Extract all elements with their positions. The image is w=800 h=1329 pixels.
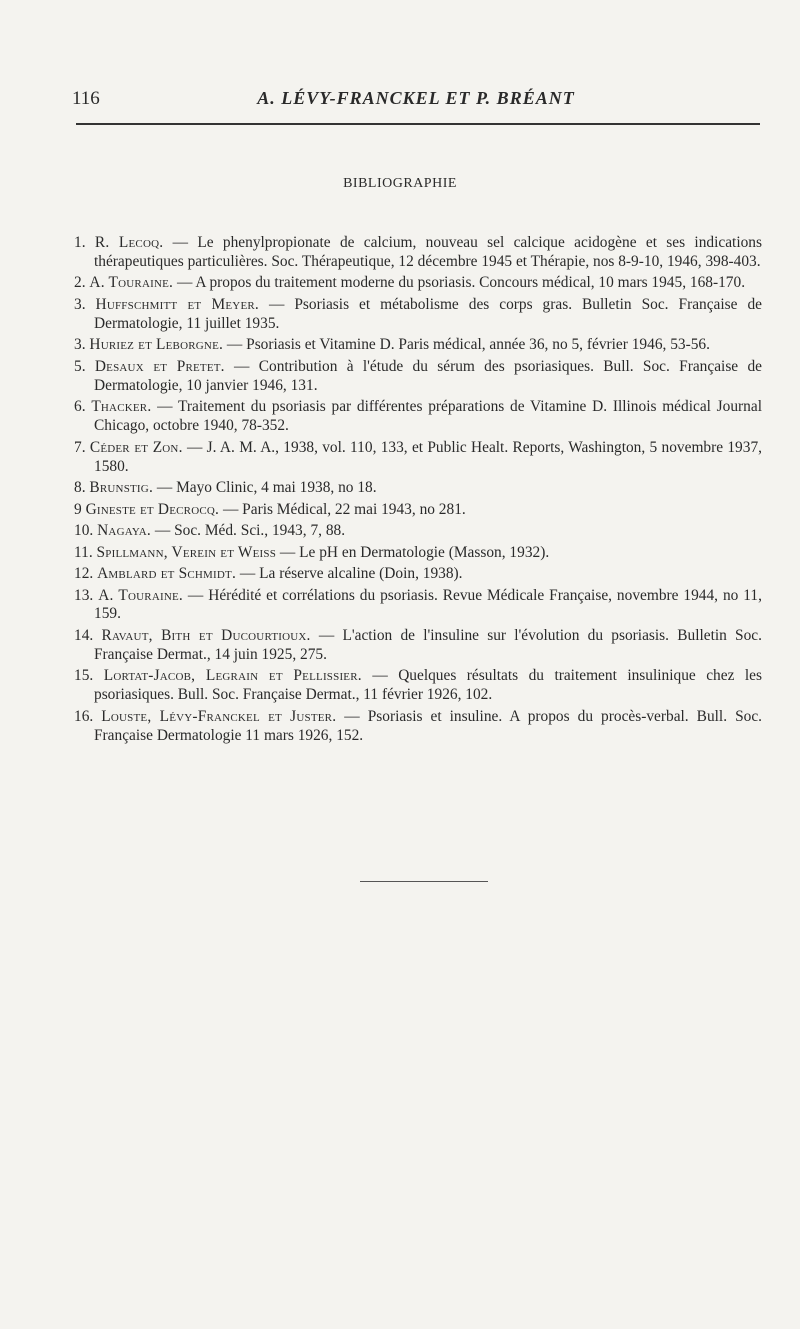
entry-number: 8. (74, 479, 86, 497)
entry-number: 12. (74, 565, 94, 583)
entry-authors: Lortat-Jacob, Legrain et Pellissier. (103, 667, 362, 685)
section-title: BIBLIOGRAPHIE (343, 176, 457, 191)
entry-reference: — Hérédité et corrélations du psoriasis. Revue Médicale Française, novembre 1944, no 11, 159. (94, 586, 762, 623)
entry-reference: — Psoriasis et Vitamine D. Paris médical, année 36, no 5, février 1946, 53-56. (226, 336, 710, 354)
bib-entry (74, 501, 762, 520)
bib-entry (74, 398, 762, 436)
bib-entry (74, 234, 762, 272)
entry-reference: — La réserve alcaline (Doin, 1938). (239, 565, 463, 583)
entry-authors: Huriez et Leborgne. (89, 336, 224, 354)
entry-authors: Amblard et Schmidt. (97, 565, 237, 583)
running-head: A. LÉVY-FRANCKEL ET P. BRÉANT (257, 88, 575, 108)
entry-number: 2. (74, 274, 86, 292)
entry-number: 6. (74, 398, 86, 416)
entry-authors: Louste, Lévy-Franckel et Juster. (101, 707, 337, 725)
entry-authors: A. Touraine. (89, 274, 174, 292)
entry-authors: Desaux et Pretet. (94, 357, 225, 375)
entry-reference: — L'action de l'insuline sur l'évolution du psoriasis. Bulletin Soc. Française Dermat., 14 juin 1925, 275. (94, 626, 762, 663)
entry-reference: — Quelques résultats du traitement insulinique chez les psoriasiques. Bull. Soc. Française Dermat., 11 février 1926, 102. (94, 667, 762, 704)
entry-reference: — Soc. Méd. Sci., 1943, 7, 88. (154, 522, 346, 540)
entry-authors: Gineste et Decrocq. (85, 500, 220, 518)
entry-authors: A. Touraine. (98, 586, 183, 604)
entry-number: 11. (74, 543, 93, 561)
entry-reference: — Traitement du psoriasis par différentes préparations de Vitamine D. Illinois médical Journal Chicago, octobre 1940, 78-352. (94, 398, 762, 435)
entry-reference: — Paris Médical, 22 mai 1943, no 281. (222, 500, 466, 518)
bib-entry (74, 565, 762, 584)
entry-number: 9 (74, 500, 82, 518)
entry-number: 5. (74, 357, 86, 375)
bib-entry (74, 522, 762, 541)
bib-entry (74, 667, 762, 705)
entry-number: 7. (74, 438, 86, 456)
bib-entry (74, 274, 762, 293)
entry-number: 3. (74, 336, 86, 354)
bib-entry (74, 296, 762, 334)
entry-authors: Spillmann, Verein et Weiss (96, 543, 277, 561)
end-rule (360, 881, 488, 882)
bib-entry (74, 479, 762, 498)
entry-reference: — Contribution à l'étude du sérum des psoriasiques. Bull. Soc. Française de Dermatologie, 10 janvier 1946, 131. (94, 357, 762, 394)
bib-entry (74, 587, 762, 625)
running-header (72, 88, 760, 114)
entry-number: 15. (74, 667, 94, 685)
bib-entry (74, 336, 762, 355)
entry-reference: — Mayo Clinic, 4 mai 1938, no 18. (156, 479, 377, 497)
entry-number: 10. (74, 522, 94, 540)
entry-reference: — J. A. M. A., 1938, vol. 110, 133, et Public Healt. Reports, Washington, 5 novembre 1937, 1580. (94, 438, 762, 475)
entry-number: 14. (74, 626, 94, 644)
entry-number: 3. (74, 295, 86, 313)
entry-number: 13. (74, 586, 94, 604)
bibliography-list (74, 234, 762, 748)
entry-number: 16. (74, 707, 94, 725)
entry-reference: — Le phenylpropionate de calcium, nouveau sel calcique acidogène et ses indications thérapeutiques particulières. Soc. Thérapeutique, 12 décembre 1945 et Thérapie, nos 8-9-10, 1946, 398-403. (94, 234, 762, 270)
entry-authors: Nagaya. (97, 522, 151, 540)
entry-authors: Céder et Zon. (89, 438, 183, 456)
bib-entry (74, 439, 762, 477)
entry-reference: — Le pH en Dermatologie (Masson, 1932). (279, 543, 550, 561)
page-number: 116 (72, 88, 100, 109)
entry-reference: — Psoriasis et insuline. A propos du procès-verbal. Bull. Soc. Française Dermatologie 11 mars 1926, 152. (94, 707, 763, 744)
entry-reference: — Psoriasis et métabolisme des corps gras. Bulletin Soc. Française de Dermatologie, 11 juillet 1935. (94, 295, 762, 332)
entry-reference: — A propos du traitement moderne du psoriasis. Concours médical, 10 mars 1945, 168-170. (176, 274, 746, 292)
bib-entry (74, 708, 762, 746)
entry-number: 1. (74, 234, 86, 251)
entry-authors: Brunstig. (89, 479, 153, 497)
bib-entry (74, 358, 762, 396)
entry-authors: Thacker. (91, 398, 152, 416)
entry-authors: Ravaut, Bith et Ducourtioux. (101, 626, 311, 644)
bib-entry (74, 544, 762, 563)
header-rule (76, 123, 760, 125)
bib-entry (74, 627, 762, 665)
entry-authors: Huffschmitt et Meyer. (95, 295, 259, 313)
entry-authors: R. Lecoq. (94, 234, 164, 251)
